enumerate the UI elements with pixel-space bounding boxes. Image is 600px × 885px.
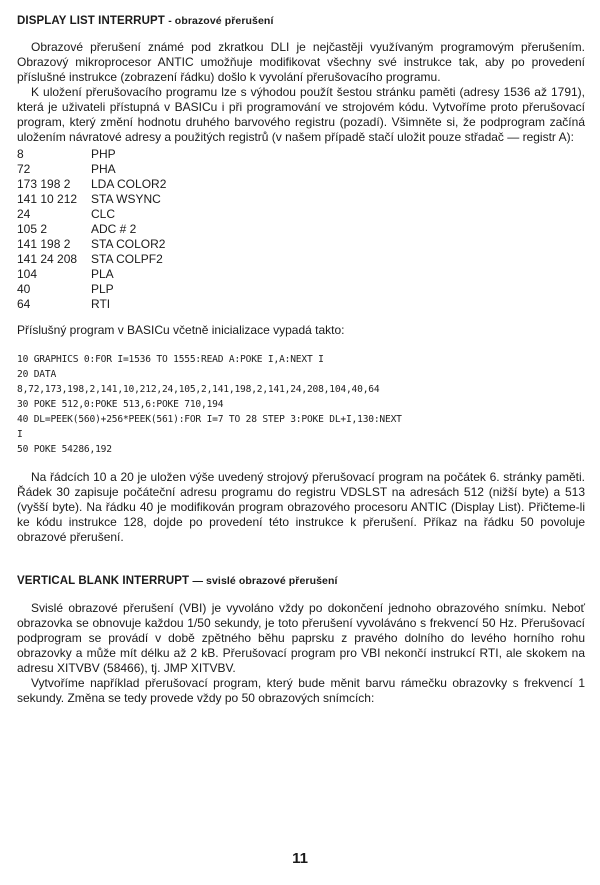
basic-line: 50 POKE 54286,192 bbox=[17, 444, 112, 455]
basic-line: 30 POKE 512,0:POKE 513,6:POKE 710,194 bbox=[17, 399, 224, 410]
listing-row bbox=[17, 237, 585, 252]
heading-main: DISPLAY LIST INTERRUPT bbox=[17, 15, 165, 27]
opcode-bytes: 141 10 212 bbox=[17, 192, 78, 206]
instruction: PLA bbox=[91, 267, 114, 281]
paragraph: Obrazové přerušení známé pod zkratkou DLI je nejčastěji využívaným programovým přerušením. Obrazový mikroprocesor ANTIC umožňuje modifikovat všechny své instrukce tak, aby po provedení příslušné instrukce (zobrazení řádku) došlo k vyvolání přerušovacího programu. bbox=[17, 40, 585, 84]
instruction: RTI bbox=[91, 297, 111, 311]
machine-code-listing bbox=[17, 147, 585, 312]
basic-line: I bbox=[17, 429, 23, 440]
listing-row bbox=[17, 177, 585, 192]
paragraph: K uložení přerušovacího programu lze s výhodou použít šestou stránku paměti (adresy 1536 až 1791), která je uživateli přístupná v BASICu i při programování ve strojovém kódu. Vytvoříme proto přerušovací program, který změní hodnotu druhého barvového registru (pozadí). Všimněte si, že podprogram začíná uložením návratové adresy a použitých registrů (v našem případě stačí uložit pouze střadač — registr A): bbox=[17, 85, 585, 144]
listing-row bbox=[17, 207, 585, 222]
page-number: 11 bbox=[292, 850, 308, 867]
opcode-bytes: 141 24 208 bbox=[17, 252, 78, 266]
heading-sub: — svislé obrazové přerušení bbox=[192, 575, 338, 587]
instruction: PHA bbox=[91, 162, 116, 176]
heading-main: VERTICAL BLANK INTERRUPT bbox=[17, 575, 190, 587]
section-heading-vbi bbox=[17, 574, 585, 588]
listing-row bbox=[17, 297, 585, 312]
opcode-bytes: 64 bbox=[17, 297, 31, 311]
listing-row bbox=[17, 252, 585, 267]
basic-line: 20 DATA bbox=[17, 369, 57, 380]
paragraph: Vytvoříme například přerušovací program, který bude měnit barvu rámečku obrazovky s frekvencí 1 sekundy. Změna se tedy provede vždy po 50 obrazových snímcích: bbox=[17, 676, 585, 705]
opcode-bytes: 24 bbox=[17, 207, 31, 221]
listing-row bbox=[17, 282, 585, 297]
opcode-bytes: 8 bbox=[17, 147, 24, 161]
instruction: LDA COLOR2 bbox=[91, 177, 167, 191]
instruction: CLC bbox=[91, 207, 116, 221]
paragraph: Svislé obrazové přerušení (VBI) je vyvoláno vždy po dokončení jednoho obrazového snímku. Neboť obrazovka se obnovuje každou 1/50 sekundy, je toto přerušení vyvoláváno s frekvencí 50 Hz. Přerušovací podprogram se provádí v době zpětného běhu paprsku z pravého dolního do levého horního rohu obrazovky a může mít délku až 2 kB. Přerušovací program pro VBI nekončí instrukcí RTI, ale skokem na adresu XITVBV (58466), tj. JMP XITVBV. bbox=[17, 601, 585, 675]
basic-line: 40 DL=PEEK(560)+256*PEEK(561):FOR I=7 TO 28 STEP 3:POKE DL+I,130:NEXT bbox=[17, 414, 402, 425]
opcode-bytes: 72 bbox=[17, 162, 31, 176]
section-heading-dli bbox=[17, 14, 585, 28]
instruction: PLP bbox=[91, 282, 114, 296]
instruction: STA COLPF2 bbox=[91, 252, 163, 266]
instruction: STA COLOR2 bbox=[91, 237, 166, 251]
instruction: ADC # 2 bbox=[91, 222, 137, 236]
paragraph: Příslušný program v BASICu včetně inicializace vypadá takto: bbox=[17, 323, 345, 337]
paragraph: Na řádcích 10 a 20 je uložen výše uvedený strojový přerušovací program na počátek 6. stránky paměti. Řádek 30 zapisuje počáteční adresu programu do registru VDSLST na adresách 512 (nižší byte) a 513 (vyšší byte). Na řádku 40 je modifikován program obrazového procesoru ANTIC (Display List). Přičteme-li ke kódu instrukce 128, dojde po provedení této instrukce k přerušení. Příkaz na řádku 50 povoluje obrazové přerušení. bbox=[17, 470, 585, 544]
opcode-bytes: 173 198 2 bbox=[17, 177, 71, 191]
listing-row bbox=[17, 222, 585, 237]
instruction: PHP bbox=[91, 147, 116, 161]
document-page bbox=[17, 14, 585, 706]
opcode-bytes: 105 2 bbox=[17, 222, 48, 236]
opcode-bytes: 141 198 2 bbox=[17, 237, 71, 251]
basic-listing bbox=[17, 352, 585, 457]
instruction: STA WSYNC bbox=[91, 192, 161, 206]
listing-row bbox=[17, 267, 585, 282]
heading-sub: - obrazové přerušení bbox=[168, 15, 274, 27]
listing-row bbox=[17, 147, 585, 162]
basic-line: 8,72,173,198,2,141,10,212,24,105,2,141,198,2,141,24,208,104,40,64 bbox=[17, 384, 380, 395]
opcode-bytes: 40 bbox=[17, 282, 31, 296]
listing-row bbox=[17, 162, 585, 177]
basic-line: 10 GRAPHICS 0:FOR I=1536 TO 1555:READ A:POKE I,A:NEXT I bbox=[17, 354, 324, 365]
opcode-bytes: 104 bbox=[17, 267, 38, 281]
listing-row bbox=[17, 192, 585, 207]
